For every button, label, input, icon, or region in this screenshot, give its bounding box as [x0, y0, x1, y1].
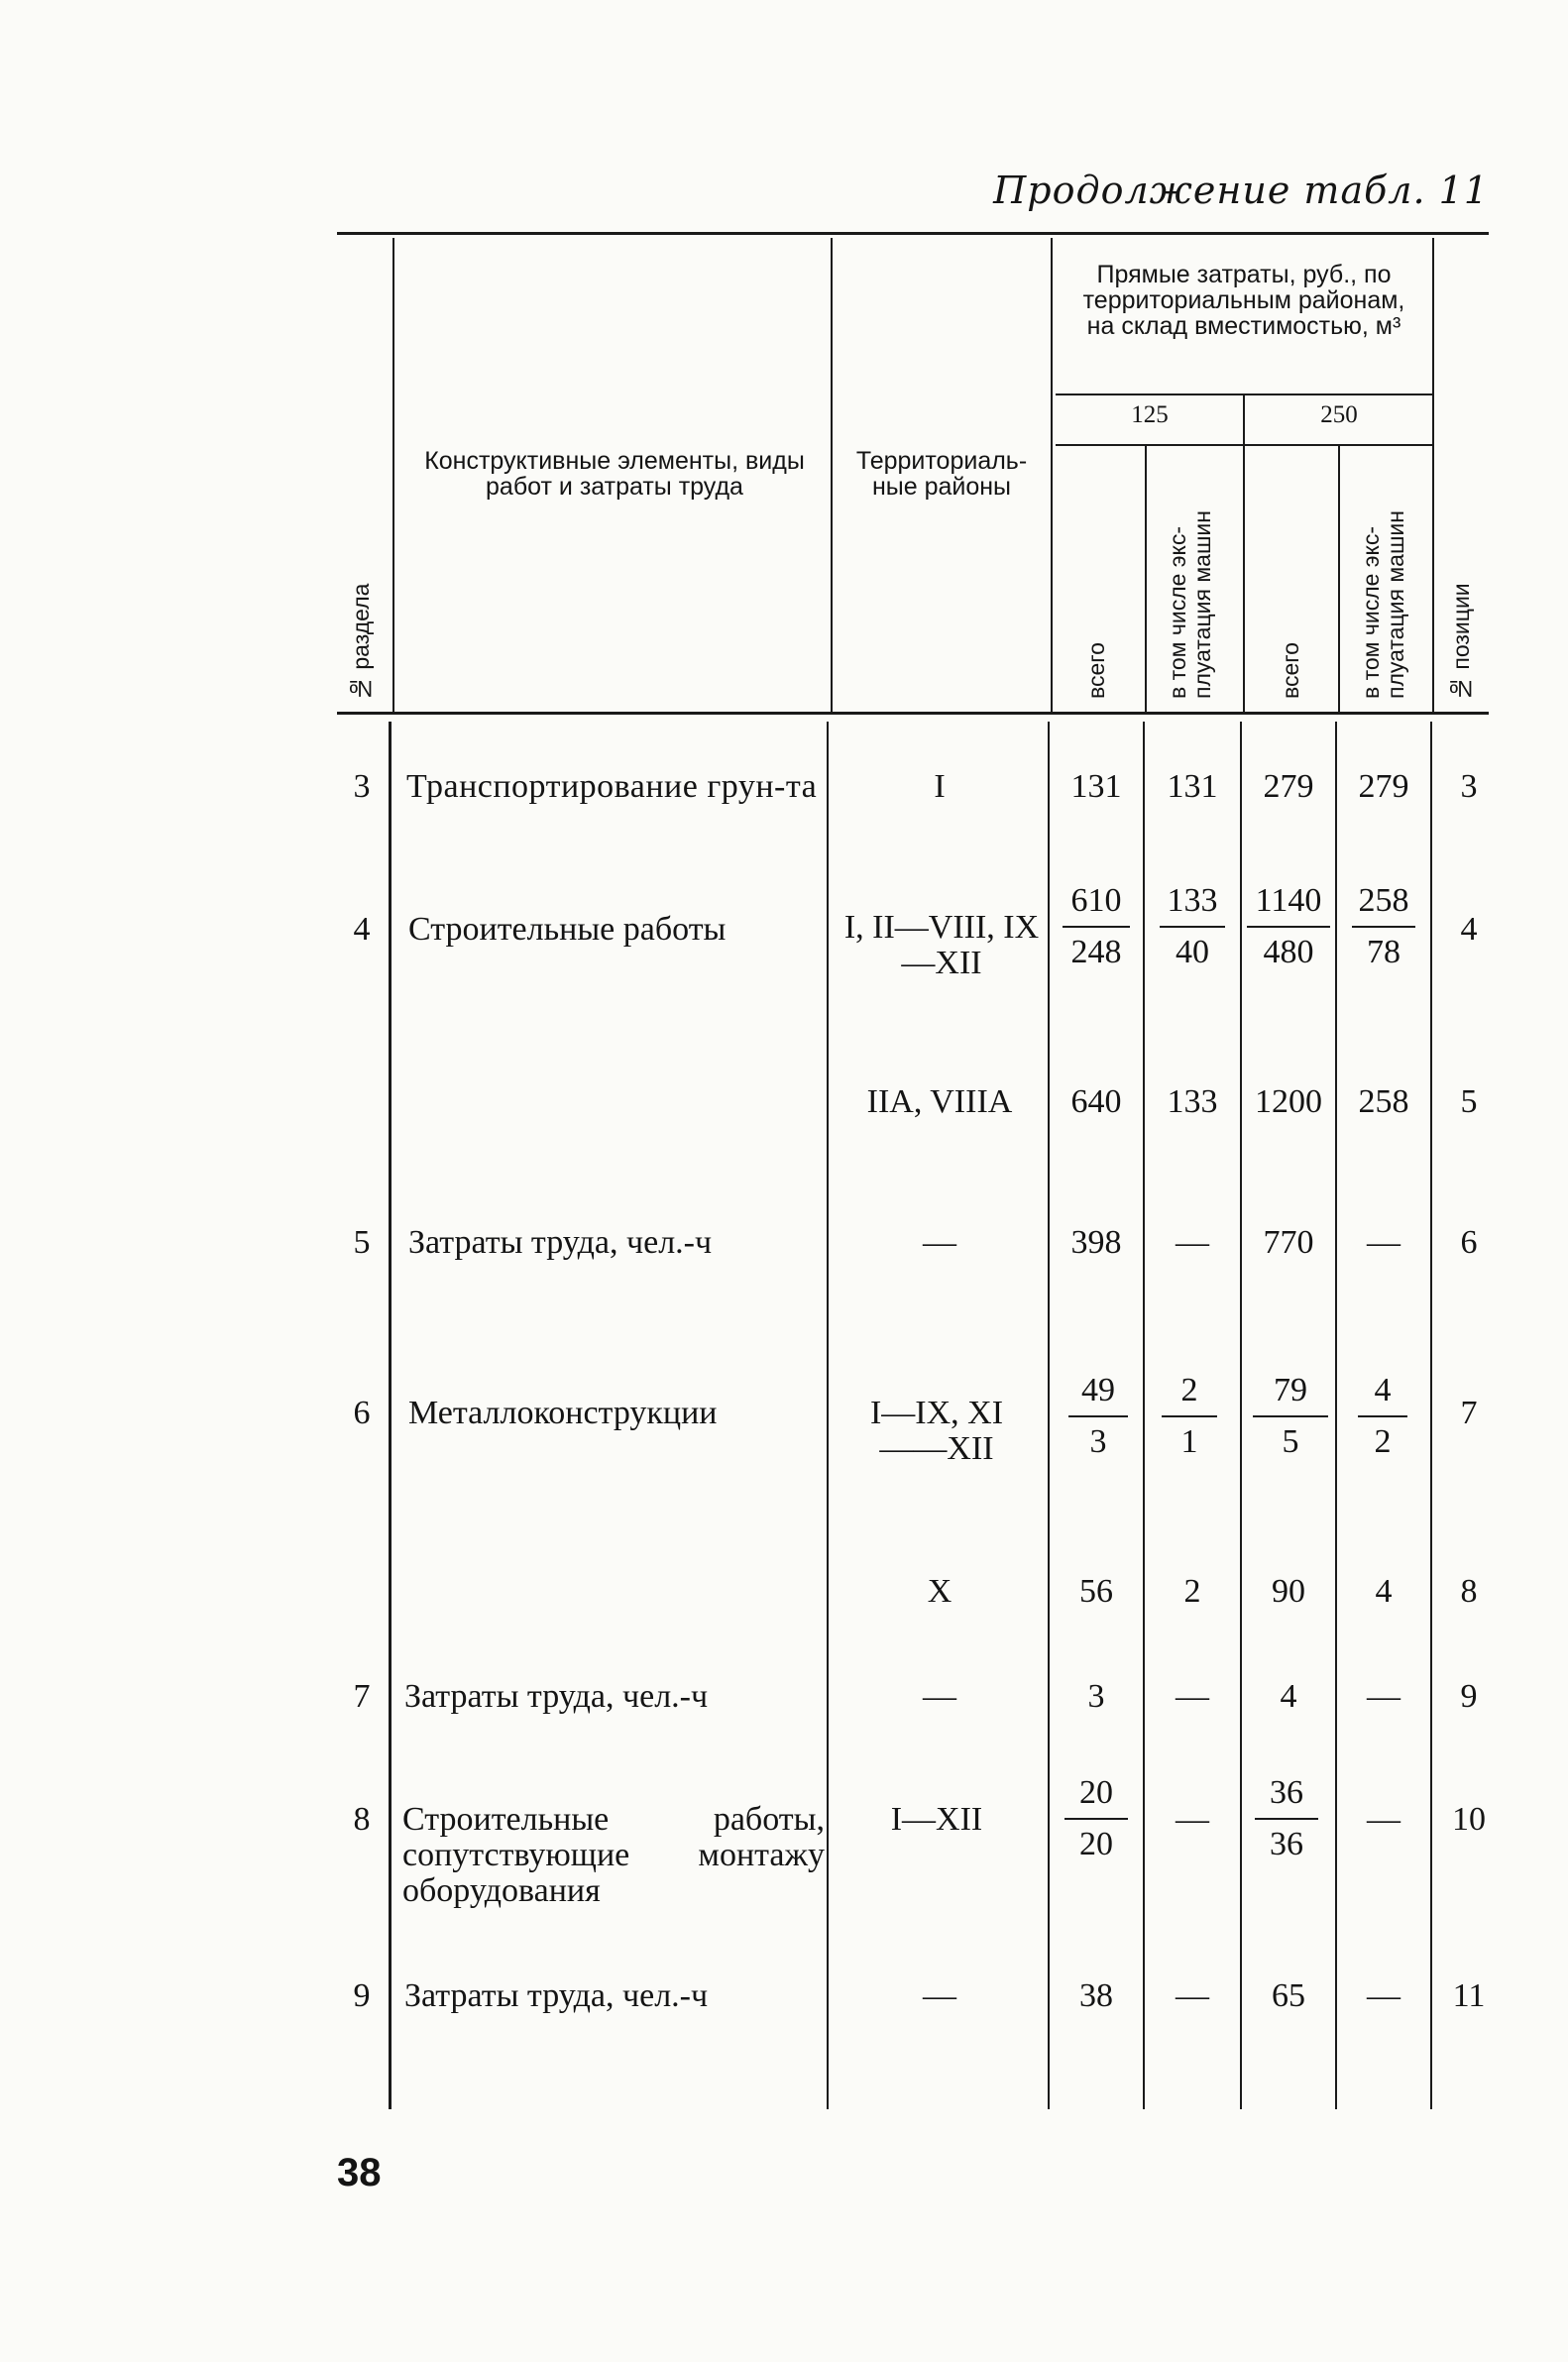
- header-divider: [1145, 446, 1147, 712]
- cost-machines-125-fraction: [1160, 882, 1225, 971]
- cost-total-250: 65: [1272, 1977, 1305, 2014]
- cost-machines-250: 279: [1358, 768, 1409, 805]
- cost-machines-125: —: [1176, 1977, 1209, 2014]
- cost-total-250-fraction: [1247, 882, 1330, 971]
- element-name: Затраты труда, чел.-ч: [404, 1977, 709, 2014]
- header-capacity-250: 250: [1320, 401, 1358, 428]
- section-number: 4: [353, 911, 371, 948]
- header-divider: [831, 238, 833, 712]
- position-number: 9: [1460, 1678, 1478, 1715]
- region: I: [934, 768, 946, 805]
- cost-machines-125: 133: [1167, 1083, 1218, 1120]
- header-divider: [1338, 446, 1340, 712]
- cost-total-125-fraction: [1063, 882, 1130, 971]
- header-direct-costs: Прямые затраты, руб., по территориальным районам, на склад вместимостью, м³: [1082, 261, 1405, 340]
- region: IIA, VIIIA: [866, 1083, 1013, 1120]
- denominator: 2: [1374, 1423, 1392, 1460]
- cost-machines-250: 4: [1375, 1573, 1393, 1610]
- cost-machines-250: 258: [1358, 1083, 1409, 1120]
- cost-machines-125: 131: [1167, 768, 1218, 805]
- position-number: 5: [1460, 1083, 1478, 1120]
- element-name: Транспортирование грун-та: [406, 768, 818, 805]
- cost-machines-125: —: [1176, 1801, 1209, 1838]
- header-bottom-rule: [337, 712, 1489, 715]
- cost-machines-250: —: [1367, 1977, 1400, 2014]
- cost-machines-125-fraction: [1162, 1372, 1217, 1461]
- position-number: 7: [1460, 1395, 1478, 1431]
- body-divider: [1430, 722, 1432, 2109]
- section-number: 5: [353, 1224, 371, 1261]
- element-name: Строительные работы: [408, 911, 727, 948]
- position-number: 8: [1460, 1573, 1478, 1610]
- position-number: 4: [1460, 911, 1478, 948]
- element-name: Затраты труда, чел.-ч: [408, 1224, 713, 1261]
- numerator: 2: [1162, 1372, 1217, 1417]
- cost-total-250: 90: [1272, 1573, 1305, 1610]
- cost-total-125: 131: [1070, 768, 1122, 805]
- position-number: 11: [1452, 1977, 1486, 2014]
- body-divider: [1335, 722, 1337, 2109]
- cost-total-250: 4: [1280, 1678, 1297, 1715]
- numerator: 133: [1160, 882, 1225, 928]
- denominator: 40: [1176, 934, 1209, 970]
- header-capacity-125: 125: [1131, 401, 1169, 428]
- cost-total-125: 56: [1079, 1573, 1113, 1610]
- header-machines-125: в том числе экс-плуатация машин: [1165, 510, 1215, 699]
- position-number: 3: [1460, 768, 1478, 805]
- cost-machines-250: —: [1367, 1678, 1400, 1715]
- denominator: 20: [1079, 1826, 1113, 1862]
- element-name: Затраты труда, чел.-ч: [404, 1678, 709, 1715]
- numerator: 20: [1064, 1774, 1128, 1820]
- header-regions: Территориаль-ные районы: [855, 447, 1028, 501]
- cost-total-125: 640: [1070, 1083, 1122, 1120]
- header-elements: Конструктивные элементы, виды работ и затраты труда: [424, 447, 805, 501]
- section-number: 6: [353, 1395, 371, 1431]
- cost-total-125: 3: [1087, 1678, 1105, 1715]
- element-name: Металлоконструкции: [408, 1395, 718, 1431]
- section-number: 7: [353, 1678, 371, 1715]
- cost-machines-250-fraction: [1358, 1372, 1407, 1461]
- region: —: [923, 1678, 956, 1715]
- cost-machines-125: —: [1176, 1224, 1209, 1261]
- denominator: 78: [1367, 934, 1400, 970]
- region: —: [923, 1977, 956, 2014]
- cost-machines-250: —: [1367, 1801, 1400, 1838]
- element-name: Строительные работы, сопутствующие монтажу оборудования: [402, 1801, 825, 1909]
- numerator: 36: [1255, 1774, 1318, 1820]
- cost-total-125: 38: [1079, 1977, 1113, 2014]
- cost-total-250: 279: [1263, 768, 1314, 805]
- numerator: 49: [1068, 1372, 1128, 1417]
- cost-machines-125: 2: [1183, 1573, 1201, 1610]
- header-section-number: № раздела: [348, 583, 374, 702]
- header-total-250: всего: [1278, 642, 1303, 699]
- header-total-125: всего: [1083, 642, 1109, 699]
- cost-machines-250: —: [1367, 1224, 1400, 1261]
- header-divider: [392, 238, 394, 712]
- cost-total-125: 398: [1070, 1224, 1122, 1261]
- numerator: 258: [1352, 882, 1415, 928]
- header-machines-250: в том числе экс-плуатация машин: [1358, 510, 1408, 699]
- section-number: 9: [353, 1977, 371, 2014]
- body-divider: [1240, 722, 1242, 2109]
- region: I, II—VIII, IX—XII: [843, 909, 1040, 981]
- cost-machines-125: —: [1176, 1678, 1209, 1715]
- numerator: 1140: [1247, 882, 1330, 928]
- region: X: [927, 1573, 952, 1610]
- table-top-rule: [337, 232, 1489, 235]
- header-divider: [1432, 238, 1434, 712]
- body-divider: [827, 722, 829, 2109]
- cost-total-250-fraction: [1255, 1774, 1318, 1863]
- numerator: 4: [1358, 1372, 1407, 1417]
- cost-total-125-fraction: [1064, 1774, 1128, 1863]
- header-divider: [1243, 394, 1245, 712]
- page-number: 38: [337, 2151, 382, 2194]
- region: —: [923, 1224, 956, 1261]
- region: I—IX, XI——XII: [869, 1395, 1004, 1467]
- denominator: 36: [1270, 1826, 1303, 1862]
- numerator: 610: [1063, 882, 1130, 928]
- body-divider: [389, 722, 392, 2109]
- denominator: 480: [1263, 934, 1314, 970]
- body-divider: [1143, 722, 1145, 2109]
- body-divider: [1048, 722, 1050, 2109]
- cost-machines-250-fraction: [1352, 882, 1415, 971]
- position-number: 6: [1460, 1224, 1478, 1261]
- header-divider: [1051, 238, 1053, 712]
- cost-total-125-fraction: [1068, 1372, 1128, 1461]
- cost-total-250: 770: [1263, 1224, 1314, 1261]
- section-number: 8: [353, 1801, 371, 1838]
- table-caption: Продолжение табл. 11: [993, 169, 1489, 212]
- cost-total-250-fraction: [1253, 1372, 1328, 1461]
- section-number: 3: [353, 768, 371, 805]
- header-position-number: № позиции: [1448, 583, 1474, 702]
- denominator: 3: [1089, 1423, 1107, 1460]
- cost-total-250: 1200: [1255, 1083, 1322, 1120]
- denominator: 5: [1282, 1423, 1299, 1460]
- region: I—XII: [890, 1801, 983, 1838]
- position-number: 10: [1452, 1801, 1486, 1838]
- denominator: 1: [1180, 1423, 1198, 1460]
- numerator: 79: [1253, 1372, 1328, 1417]
- denominator: 248: [1070, 934, 1122, 970]
